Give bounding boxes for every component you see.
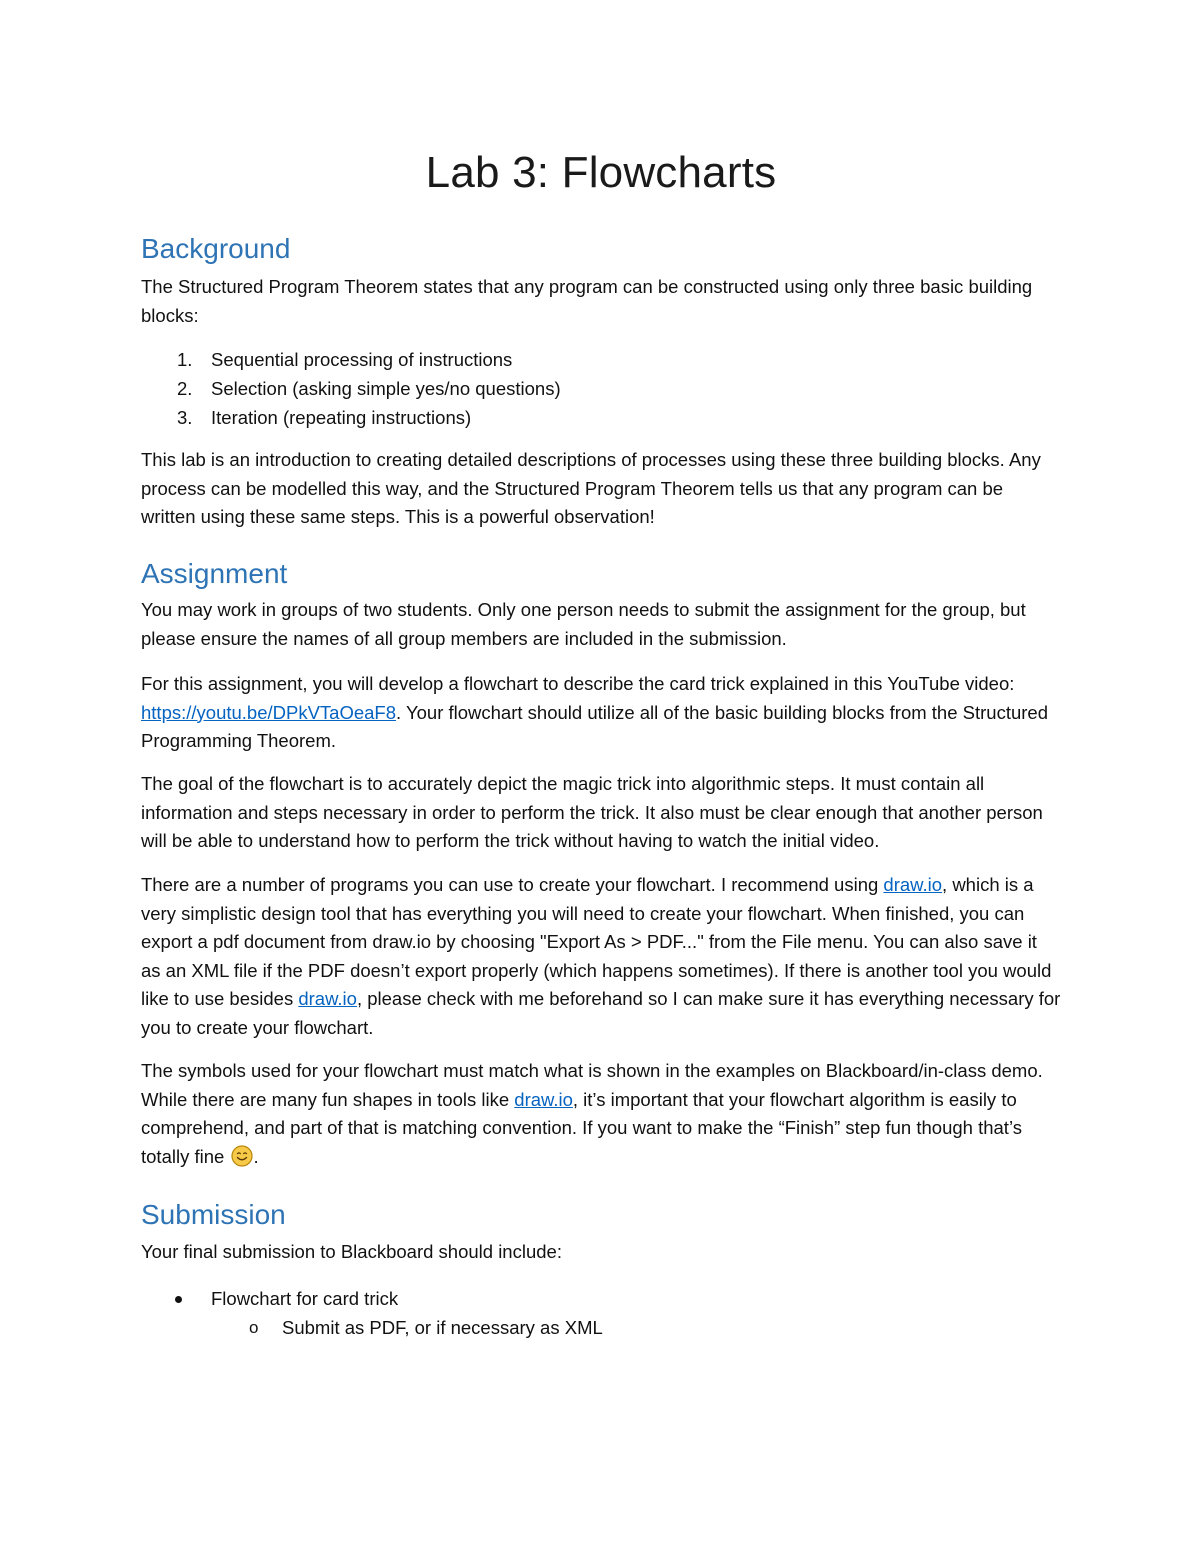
drawio-link[interactable]: draw.io: [298, 988, 357, 1009]
page-title: Lab 3: Flowcharts: [425, 148, 777, 197]
assignment-symbols-paragraph: The symbols used for your flowchart must match what is shown in the examples on Blackboard/in-class demo. While there are many fun shapes in tools like draw.io, it’s important that your flowchart algorithm is easily to comprehend, and part of that is matching convention. If you want to make the “Finish” step fun though that’s totally fine .: [141, 1060, 1043, 1167]
list-item: Flowchart for card trick: [141, 1284, 1061, 1313]
assignment-goal-paragraph: The goal of the flowchart is to accurately depict the magic trick into algorithmic steps. It must contain all information and steps necessary in order to perform the trick. It also must be clear enough that another person will be able to understand how to perform the trick without having to watch the initial video.: [141, 773, 1043, 851]
assignment-groups-paragraph: You may work in groups of two students. Only one person needs to submit the assignment for the group, but please ensure the names of all group members are included in the submission.: [141, 599, 1026, 649]
youtube-link[interactable]: https://youtu.be/DPkVTaOeaF8: [141, 701, 397, 723]
background-closing: This lab is an introduction to creating detailed descriptions of processes using these three building blocks. Any process can be modelled this way, and the Structured Program Theorem tells us that any program can be written using these same steps. This is a powerful observation!: [141, 449, 1041, 527]
drawio-link[interactable]: draw.io: [514, 1088, 573, 1110]
assignment-video-paragraph: For this assignment, you will develop a flowchart to describe the card trick explained in this YouTube video: https://youtu.be/DPkVTaOeaF8. Your flowchart should utilize all of the basic building blocks from the Structured Programming Theorem.: [141, 673, 1048, 751]
bullet-icon: [175, 1296, 182, 1303]
background-intro: The Structured Program Theorem states that any program can be constructed using only three basic building blocks:: [141, 276, 1033, 326]
submission-intro: Your final submission to Blackboard should include:: [141, 1241, 562, 1262]
submission-list: [141, 1284, 1061, 1342]
list-item: 2. Selection (asking simple yes/no questions): [177, 378, 561, 399]
list-item: 3. Iteration (repeating instructions): [177, 407, 472, 428]
building-blocks-list: [141, 345, 1061, 432]
submission-heading: Submission: [141, 1199, 286, 1230]
background-heading: Background: [141, 233, 291, 264]
drawio-link[interactable]: draw.io: [883, 874, 943, 895]
sub-bullet-icon: o: [249, 1318, 259, 1337]
assignment-tools-paragraph: There are a number of programs you can use to create your flowchart. I recommend using draw.io, which is a very simplistic design tool that has everything you will need to create your flowchart. When finished, you can export a pdf document from draw.io by choosing "Export As > PDF..." from the File menu. You can also save it as an XML file if the PDF doesn’t export properly (which happens sometimes). If there is another tool you would like to use besides draw.io, please check with me beforehand so I can make sure it has everything necessary for you to create your flowchart.: [141, 874, 1061, 1038]
assignment-heading: Assignment: [141, 558, 288, 589]
smiley-icon: [231, 1145, 253, 1167]
list-item: o Submit as PDF, or if necessary as XML: [141, 1313, 1061, 1342]
list-item: 1. Sequential processing of instructions: [177, 349, 513, 370]
